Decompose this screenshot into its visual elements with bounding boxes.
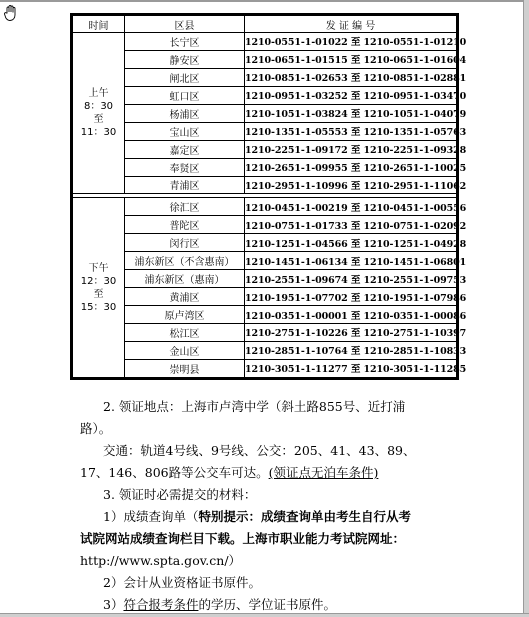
time-slot-line: 下午 — [88, 262, 109, 274]
paragraph-materials: 3. 领证时必需提交的材料： — [103, 487, 257, 502]
paragraph-location-cont: 路）。 — [80, 421, 112, 436]
district-cell: 金山区 — [125, 341, 245, 359]
table-row — [73, 341, 457, 359]
district-cell: 浦东新区（不含惠南） — [125, 252, 245, 270]
district-cell: 普陀区 — [125, 216, 245, 234]
code-range-cell: 1210-2851-1-10764 至 1210-2851-1-10833 — [245, 341, 457, 359]
code-range-cell: 1210-2551-1-09674 至 1210-2551-1-09753 — [245, 270, 457, 288]
time-slot-line: 至 — [93, 114, 104, 126]
table-row — [73, 306, 457, 324]
eligibility-link: 符合报考条件 — [123, 597, 199, 612]
item1-label: 1）成绩查询单（ — [103, 509, 199, 524]
table-row — [73, 176, 457, 194]
district-cell: 宝山区 — [125, 122, 245, 140]
code-range-cell: 1210-1251-1-04566 至 1210-1251-1-04928 — [245, 234, 457, 252]
code-range-cell: 1210-0351-1-00001 至 1210-0351-1-00086 — [245, 306, 457, 324]
item-certificate: 2）会计从业资格证书原件。 — [103, 575, 261, 590]
time-slot-line: 至 — [93, 288, 104, 300]
item-degree — [103, 595, 336, 613]
paragraph-traffic-cont — [80, 463, 378, 481]
special-note: 特别提示：成绩查询单由考生自行从考 — [198, 509, 411, 524]
header-district: 区县 — [125, 16, 245, 33]
item3-label: 3） — [103, 597, 124, 612]
district-cell: 奉贤区 — [125, 158, 245, 176]
code-range-cell: 1210-2651-1-09955 至 1210-2651-1-10025 — [245, 158, 457, 176]
issue-schedule-table — [70, 13, 467, 380]
header-time: 时间 — [73, 16, 125, 33]
district-cell: 浦东新区（惠南） — [125, 270, 245, 288]
district-cell: 静安区 — [125, 50, 245, 68]
district-cell: 崇明县 — [125, 359, 245, 377]
code-range-cell: 1210-2751-1-10226 至 1210-2751-1-10397 — [245, 324, 457, 342]
code-range-cell: 1210-1951-1-07702 至 1210-1951-1-07986 — [245, 288, 457, 306]
table-row — [73, 158, 457, 176]
district-cell: 黄浦区 — [125, 288, 245, 306]
table-row — [73, 324, 457, 342]
time-slot-cell — [73, 33, 125, 194]
code-range-cell: 1210-2251-1-09172 至 1210-2251-1-09328 — [245, 140, 457, 158]
window-top-border — [0, 0, 529, 2]
time-slot-cell — [73, 198, 125, 378]
window-bottom-border — [0, 613, 529, 617]
district-cell: 徐汇区 — [125, 198, 245, 216]
hand-tool-icon[interactable] — [3, 4, 19, 22]
table-row — [73, 122, 457, 140]
time-slot-line: 11：30 — [80, 127, 117, 139]
traffic-text: 17、146、806路等公交车可达。 — [80, 465, 269, 480]
table-row — [73, 270, 457, 288]
code-range-cell: 1210-0751-1-01733 至 1210-0751-1-02092 — [245, 216, 457, 234]
table-row — [73, 234, 457, 252]
district-cell: 青浦区 — [125, 176, 245, 194]
district-cell: 闵行区 — [125, 234, 245, 252]
table-row — [73, 288, 457, 306]
table-row — [73, 140, 457, 158]
time-slot-line: 15：30 — [80, 301, 117, 313]
code-range-cell: 1210-3051-1-11277 至 1210-3051-1-11285 — [245, 359, 457, 377]
table-row — [73, 86, 457, 104]
item-score-report-cont: 试院网站成绩查询栏目下载。上海市职业能力考试院网址： — [80, 531, 406, 546]
table-row — [73, 252, 457, 270]
item-score-report — [103, 507, 411, 525]
code-range-cell: 1210-1051-1-03824 至 1210-1051-1-04079 — [245, 104, 457, 122]
district-cell: 虹口区 — [125, 86, 245, 104]
code-range-cell: 1210-0551-1-01022 至 1210-0551-1-01210 — [245, 33, 457, 51]
scrollbar[interactable] — [523, 0, 529, 617]
district-cell: 杨浦区 — [125, 104, 245, 122]
code-range-cell: 1210-0451-1-00219 至 1210-0451-1-00556 — [245, 198, 457, 216]
district-cell: 长宁区 — [125, 33, 245, 51]
code-range-cell: 1210-1451-1-06134 至 1210-1451-1-06801 — [245, 252, 457, 270]
item3-text: 的学历、学位证书原件。 — [198, 597, 336, 612]
table-row — [73, 216, 457, 234]
paragraph-traffic: 交通：轨道4号线、9号线、公交：205、41、43、89、 — [103, 443, 416, 458]
table-row — [73, 68, 457, 86]
code-range-cell: 1210-0851-1-02653 至 1210-0851-1-02881 — [245, 68, 457, 86]
table-row — [73, 50, 457, 68]
code-range-cell: 1210-0651-1-01515 至 1210-0651-1-01604 — [245, 50, 457, 68]
no-parking-note: (领证点无泊车条件) — [268, 465, 379, 480]
website-url: http://www.spta.gov.cn/） — [80, 553, 242, 568]
district-cell: 闸北区 — [125, 68, 245, 86]
time-slot-line: 12：30 — [80, 275, 117, 287]
table-row — [73, 104, 457, 122]
paragraph-location: 2. 领证地点：上海市卢湾中学（斜土路855号、近打浦 — [103, 399, 406, 414]
district-cell: 嘉定区 — [125, 140, 245, 158]
district-cell: 松江区 — [125, 324, 245, 342]
time-slot-line: 上午 — [88, 88, 109, 100]
table-row — [73, 198, 457, 216]
time-slot-line: 8：30 — [83, 101, 114, 113]
table-row — [73, 33, 457, 51]
table-row — [73, 359, 457, 377]
code-range-cell: 1210-1351-1-05553 至 1210-1351-1-05763 — [245, 122, 457, 140]
header-code: 发 证 编 号 — [245, 16, 457, 33]
code-range-cell: 1210-2951-1-10996 至 1210-2951-1-11062 — [245, 176, 457, 194]
district-cell: 原卢湾区 — [125, 306, 245, 324]
code-range-cell: 1210-0951-1-03252 至 1210-0951-1-03470 — [245, 86, 457, 104]
